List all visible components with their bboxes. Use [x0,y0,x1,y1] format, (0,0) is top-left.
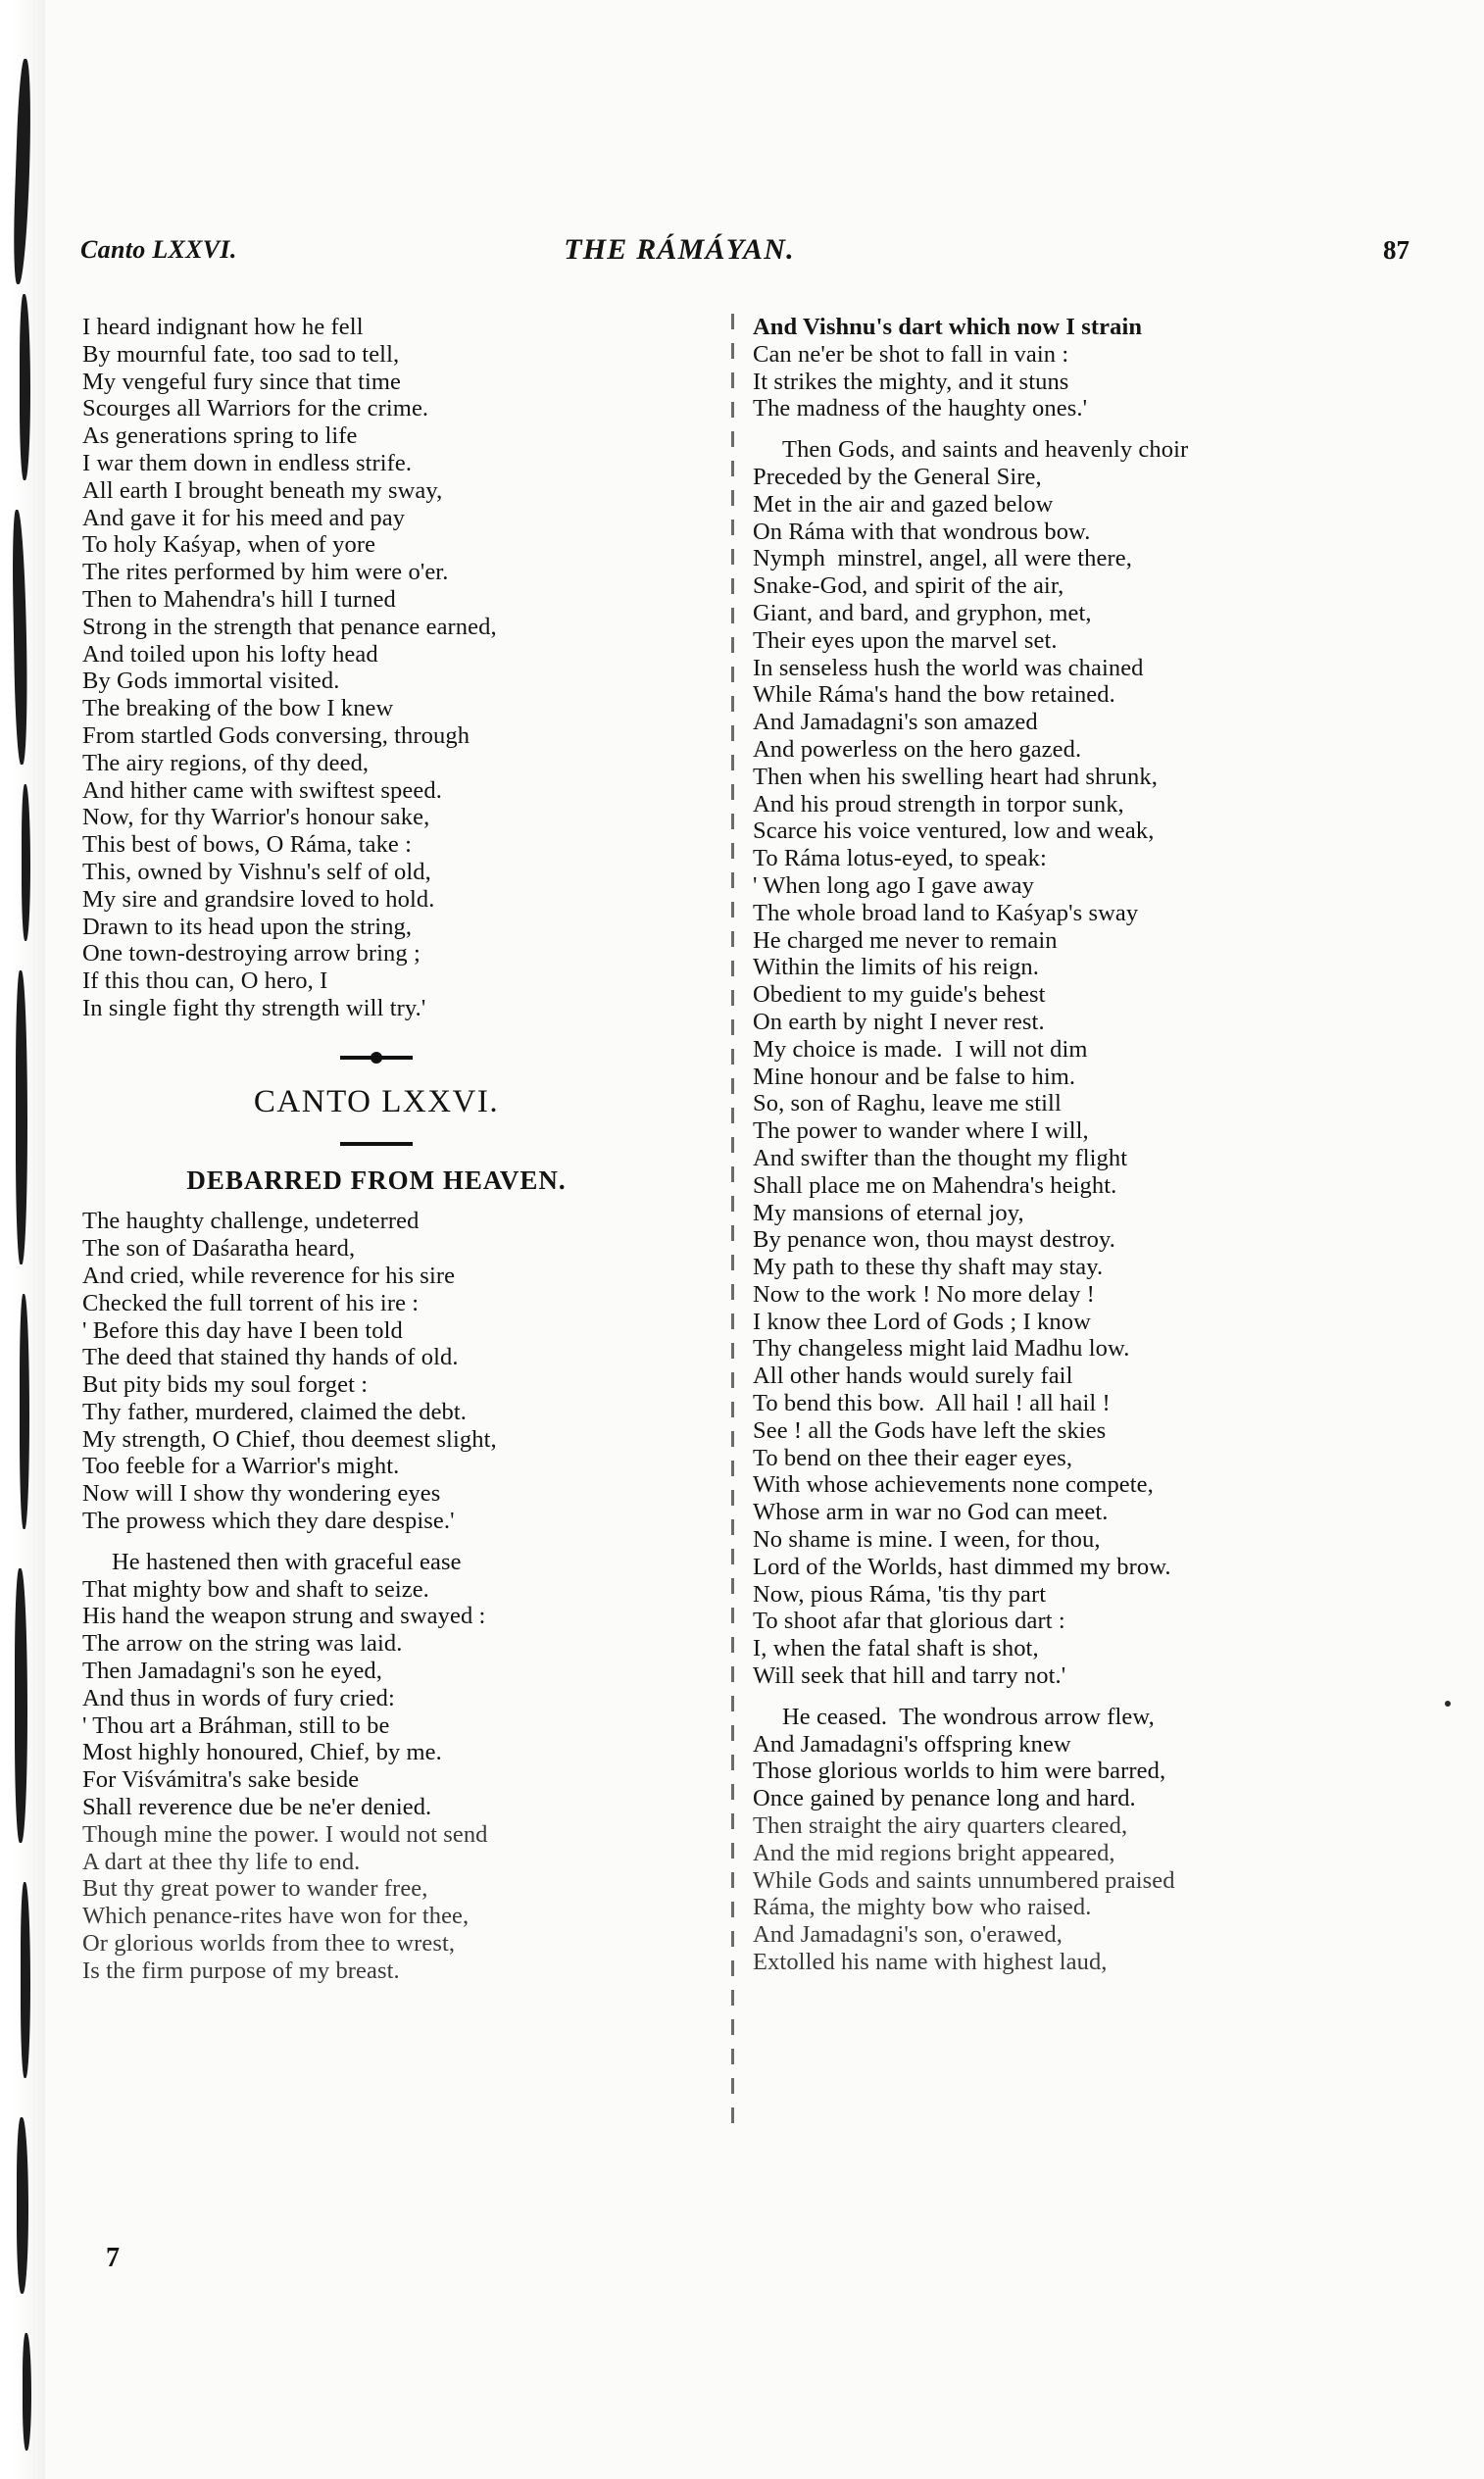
canto-rule [340,1142,413,1146]
verse-line: The breaking of the bow I knew [82,695,394,722]
verse-line: But pity bids my soul forget : [82,1371,369,1399]
verse-line: My choice is made. I will not dim [753,1035,1088,1063]
verse-line: This best of bows, O Ráma, take : [82,831,413,859]
verse-line: Will seek that hill and tarry not.' [753,1662,1066,1690]
verse-line: He charged me never to remain [753,926,1058,954]
verse-line: By Gods immortal visited. [82,668,340,695]
verse-line: I, when the fatal shaft is shot, [753,1635,1039,1662]
verse-line: Thy changeless might laid Madhu low. [753,1335,1130,1363]
verse-line: ' Before this day have I been told [82,1316,403,1344]
verse-line: One town-destroying arrow bring ; [82,940,420,967]
verse-line: To bend this bow. All hail ! all hail ! [753,1390,1111,1417]
verse-line: The prowess which they dare despise.' [82,1508,455,1535]
verse-line: Though mine the power. I would not send [82,1820,488,1848]
verse-line: And thus in words of fury cried: [82,1684,395,1711]
verse-line: Ráma, the mighty bow who raised. [753,1894,1092,1921]
running-head-canto: Canto LXXVI. [80,235,237,264]
verse-line: From startled Gods conversing, through [82,721,470,749]
running-head-title: THE RÁMÁYAN. [564,233,795,266]
verse-line: It strikes the mighty, and it stuns [753,368,1069,395]
verse-line: To holy Kaśyap, when of yore [82,531,376,559]
verse-line: And the mid regions bright appeared, [753,1839,1115,1866]
verse-line: To Ráma lotus-eyed, to speak: [753,845,1047,872]
verse-line: With whose achievements none compete, [753,1471,1154,1499]
verse-line: For Viśvámitra's sake beside [82,1766,360,1794]
verse-line: Nymph minstrel, angel, all were there, [753,545,1132,572]
verse-line: Those glorious worlds to him were barred, [753,1758,1166,1785]
verse-line: Shall place me on Mahendra's height. [753,1171,1117,1199]
verse-line: Preceded by the General Sire, [753,463,1042,490]
scan-edge-shadow [0,0,45,2479]
verse-line: I know thee Lord of Gods ; I know [753,1308,1091,1335]
verse-line: By mournful fate, too sad to tell, [82,340,400,368]
verse-line: Most highly honoured, Chief, by me. [82,1739,442,1766]
verse-line: While Gods and saints unnumbered praised [753,1866,1175,1894]
margin-speck [1445,1701,1451,1707]
verse-line: His hand the weapon strung and swayed : [82,1603,486,1630]
verse-line: My strength, O Chief, thou deemest slight, [82,1425,497,1453]
verse-line: Their eyes upon the marvel set. [753,626,1058,654]
verse-line: And cried, while reverence for his sire [82,1262,456,1289]
left-column [82,314,670,1985]
verse-line: Shall reverence due be ne'er denied. [82,1794,432,1821]
verse-line: Then to Mahendra's hill I turned [82,585,396,613]
verse-line: I war them down in endless strife. [82,449,413,476]
verse-block-right-2 [753,436,1360,1690]
section-rule-ornament [340,1056,413,1060]
verse-line: And swifter than the thought my flight [753,1144,1128,1171]
verse-line: And toiled upon his lofty head [82,640,378,668]
verse-line: I heard indignant how he fell [82,314,364,340]
verse-block-left-1 [82,314,670,1022]
verse-line: Can ne'er be shot to fall in vain : [753,340,1069,368]
signature-mark: 7 [106,2243,120,2273]
verse-line: My mansions of eternal joy, [753,1199,1024,1226]
verse-line: The power to wander where I will, [753,1117,1089,1145]
verse-line: The whole broad land to Kaśyap's sway [753,899,1139,926]
verse-line: In single fight thy strength will try.' [82,994,426,1021]
verse-line: But thy great power to wander free, [82,1875,428,1903]
verse-line: Met in the air and gazed below [753,490,1054,518]
verse-line: Then Jamadagni's son he eyed, [82,1658,382,1685]
verse-line: Whose arm in war no God can meet. [753,1499,1109,1526]
verse-line: Scarce his voice ventured, low and weak, [753,818,1155,845]
verse-line: Thy father, murdered, claimed the debt. [82,1398,468,1425]
verse-line: And Vishnu's dart which now I strain [753,314,1143,340]
verse-line: As generations spring to life [82,422,358,450]
verse-line: A dart at thee thy life to end. [82,1848,361,1875]
verse-line: Scourges all Warriors for the crime. [82,395,429,422]
verse-line: Or glorious worlds from thee to wrest, [82,1930,456,1958]
verse-line: And Jamadagni's offspring knew [753,1730,1071,1758]
verse-line: If this thou can, O hero, I [82,967,328,995]
verse-line: In senseless hush the world was chained [753,654,1144,681]
verse-line: Then straight the airy quarters cleared, [753,1812,1128,1840]
verse-line: On earth by night I never rest. [753,1008,1045,1035]
verse-line: Obedient to my guide's behest [753,981,1046,1009]
verse-line: Lord of the Worlds, hast dimmed my brow. [753,1553,1171,1580]
canto-title: CANTO LXXVI. [253,1083,500,1119]
verse-line: That mighty bow and shaft to seize. [82,1575,429,1603]
verse-line: Now will I show thy wondering eyes [82,1480,441,1508]
verse-line: The airy regions, of thy deed, [82,749,370,776]
verse-line: He ceased. The wondrous arrow flew, [782,1703,1155,1730]
verse-line: He hastened then with graceful ease [112,1548,462,1575]
verse-line: Now, for thy Warrior's honour sake, [82,804,430,831]
verse-line: My path to these thy shaft may stay. [753,1254,1104,1281]
verse-line: And hither came with swiftest speed. [82,776,442,804]
verse-line: Once gained by penance long and hard. [753,1785,1136,1812]
verse-line: ' When long ago I gave away [753,871,1034,899]
verse-line: Strong in the strength that penance earned, [82,613,497,640]
verse-block-right-3 [753,1704,1360,1976]
verse-line: Mine honour and be false to him. [753,1063,1076,1090]
verse-line: Now, pious Ráma, 'tis thy part [753,1580,1047,1608]
verse-line: To bend on thee their eager eyes, [753,1444,1073,1471]
verse-line: Then when his swelling heart had shrunk, [753,763,1158,790]
verse-line: My sire and grandsire loved to hold. [82,885,435,913]
verse-line: While Ráma's hand the bow retained. [753,681,1115,709]
verse-line: By penance won, thou mayst destroy. [753,1226,1116,1254]
verse-line: The haughty challenge, undeterred [82,1208,420,1235]
verse-line: On Ráma with that wondrous bow. [753,518,1091,545]
column-divider [731,314,734,2166]
verse-line: The son of Daśaratha heard, [82,1235,356,1263]
verse-line: And powerless on the hero gazed. [753,735,1082,763]
verse-line: This, owned by Vishnu's self of old, [82,858,431,885]
verse-line: Drawn to its head upon the string, [82,913,413,940]
verse-line: Now to the work ! No more delay ! [753,1280,1095,1308]
verse-line: Is the firm purpose of my breast. [82,1957,400,1984]
verse-line: Extolled his name with highest laud, [753,1949,1108,1976]
verse-line: The deed that stained thy hands of old. [82,1344,459,1371]
canto-subtitle: DEBARRED FROM HEAVEN. [186,1165,567,1195]
verse-line: The madness of the haughty ones.' [753,395,1088,422]
running-head [76,233,1410,274]
verse-line: And Jamadagni's son, o'erawed, [753,1921,1063,1949]
verse-line: The rites performed by him were o'er. [82,559,449,586]
verse-line: To shoot afar that glorious dart : [753,1608,1065,1635]
verse-line: Too feeble for a Warrior's might. [82,1453,400,1480]
verse-line: All other hands would surely fail [753,1363,1073,1390]
verse-line: See ! all the Gods have left the skies [753,1416,1107,1444]
right-column [753,314,1360,1976]
verse-block-left-3 [82,1549,670,1985]
verse-line: Which penance-rites have won for thee, [82,1903,470,1930]
verse-block-left-2 [82,1208,670,1535]
verse-line: Checked the full torrent of his ire : [82,1289,420,1316]
verse-line: And Jamadagni's son amazed [753,709,1038,736]
verse-line: And his proud strength in torpor sunk, [753,790,1124,818]
verse-line: Snake-God, and spirit of the air, [753,572,1064,600]
verse-line: All earth I brought beneath my sway, [82,476,443,504]
verse-line: ' Thou art a Bráhman, still to be [82,1711,390,1739]
verse-line: Within the limits of his reign. [753,954,1040,981]
verse-line: And gave it for his meed and pay [82,504,406,531]
verse-line: Then Gods, and saints and heavenly choir [782,436,1189,464]
verse-line: So, son of Raghu, leave me still [753,1090,1062,1117]
verse-line: Giant, and bard, and gryphon, met, [753,599,1092,626]
verse-block-right-1 [753,314,1360,422]
page-content [76,0,1449,2479]
verse-line: No shame is mine. I ween, for thou, [753,1526,1101,1554]
page-number: 87 [1383,235,1410,265]
verse-line: My vengeful fury since that time [82,368,402,395]
verse-line: The arrow on the string was laid. [82,1630,403,1658]
